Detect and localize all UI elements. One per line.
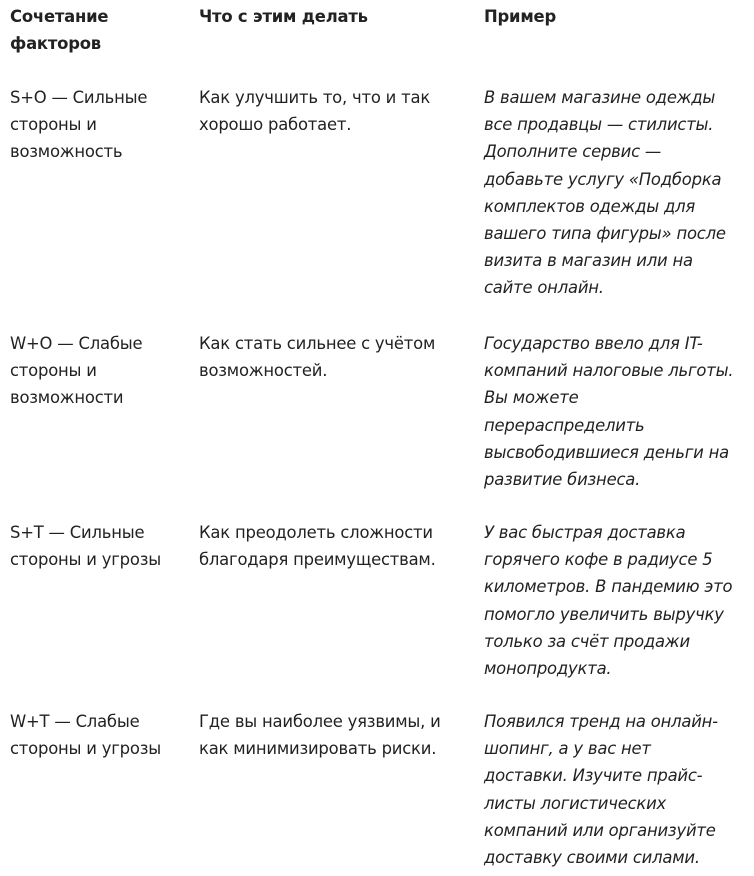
header-text-line: факторов — [10, 34, 101, 54]
text-line: визита в магазин или на — [484, 251, 693, 271]
text-line: сайте онлайн. — [484, 278, 604, 298]
text-line: S+O — Сильные — [10, 88, 148, 107]
swot-combinations-table — [10, 3, 754, 871]
text-line: горячего кофе в радиусе 5 — [484, 550, 713, 570]
text-line: монопродукта. — [484, 659, 612, 679]
text-line: Дополните сервис — — [484, 142, 662, 162]
text-line: У вас быстрая доставка — [484, 523, 686, 542]
text-line: как минимизировать риски. — [199, 739, 437, 759]
header-text-line: Пример — [484, 7, 556, 26]
example-cell — [484, 330, 752, 519]
text-line: комплектов одежды для — [484, 196, 696, 216]
text-line: километров. В пандемию это — [484, 577, 733, 597]
text-line: только за счёт продажи — [484, 631, 690, 651]
example-cell — [484, 519, 752, 708]
header-text-line: Что с этим делать — [199, 7, 368, 26]
combination-cell — [10, 84, 199, 330]
text-line: компаний налоговые льготы. — [484, 361, 734, 381]
text-line: возможностей. — [199, 361, 328, 381]
example-cell — [484, 708, 752, 871]
table-row — [10, 330, 754, 519]
text-line: перераспределить — [484, 415, 645, 435]
text-line: Вы можете — [484, 388, 579, 408]
text-line: добавьте услугу «Подборка — [484, 169, 722, 189]
action-cell — [199, 519, 484, 708]
text-line: W+O — Слабые — [10, 334, 143, 353]
header-example — [484, 3, 752, 84]
text-line: Как преодолеть сложности — [199, 523, 433, 542]
text-line: стороны и — [10, 115, 97, 135]
text-line: развитие бизнеса. — [484, 470, 641, 490]
text-line: все продавцы — стилисты. — [484, 115, 714, 135]
text-line: стороны и — [10, 361, 97, 381]
text-line: Как улучшить то, что и так — [199, 88, 431, 107]
text-line: возможность — [10, 142, 123, 162]
text-line: стороны и угрозы — [10, 739, 161, 759]
text-line: хорошо работает. — [199, 115, 352, 135]
header-action — [199, 3, 484, 84]
table-header-row — [10, 3, 754, 84]
text-line: доставки. Изучите прайс- — [484, 766, 703, 786]
table-row — [10, 84, 754, 330]
action-cell — [199, 84, 484, 330]
text-line: шопинг, а у вас нет — [484, 739, 651, 759]
text-line: Как стать сильнее с учётом — [199, 334, 436, 353]
text-line: Где вы наиболее уязвимы, и — [199, 712, 441, 731]
combination-cell — [10, 330, 199, 519]
text-line: В вашем магазине одежды — [484, 88, 716, 107]
text-line: стороны и угрозы — [10, 550, 161, 570]
header-text-line: Сочетание — [10, 7, 109, 26]
table-row — [10, 519, 754, 708]
header-combination — [10, 3, 199, 84]
text-line: S+T — Сильные — [10, 523, 145, 542]
example-cell — [484, 84, 752, 330]
text-line: Государство ввело для IT- — [484, 334, 703, 353]
combination-cell — [10, 519, 199, 708]
table-row — [10, 708, 754, 871]
text-line: возможности — [10, 388, 124, 408]
text-line: вашего типа фигуры» после — [484, 224, 726, 244]
text-line: благодаря преимуществам. — [199, 550, 436, 570]
text-line: Появился тренд на онлайн- — [484, 712, 718, 731]
text-line: компаний или организуйте — [484, 820, 716, 840]
action-cell — [199, 708, 484, 871]
text-line: высвободившиеся деньги на — [484, 442, 729, 462]
text-line: листы логистических — [484, 793, 667, 813]
combination-cell — [10, 708, 199, 871]
text-line: доставку своими силами. — [484, 848, 700, 868]
text-line: помогло увеличить выручку — [484, 604, 724, 624]
text-line: W+T — Слабые — [10, 712, 140, 731]
action-cell — [199, 330, 484, 519]
